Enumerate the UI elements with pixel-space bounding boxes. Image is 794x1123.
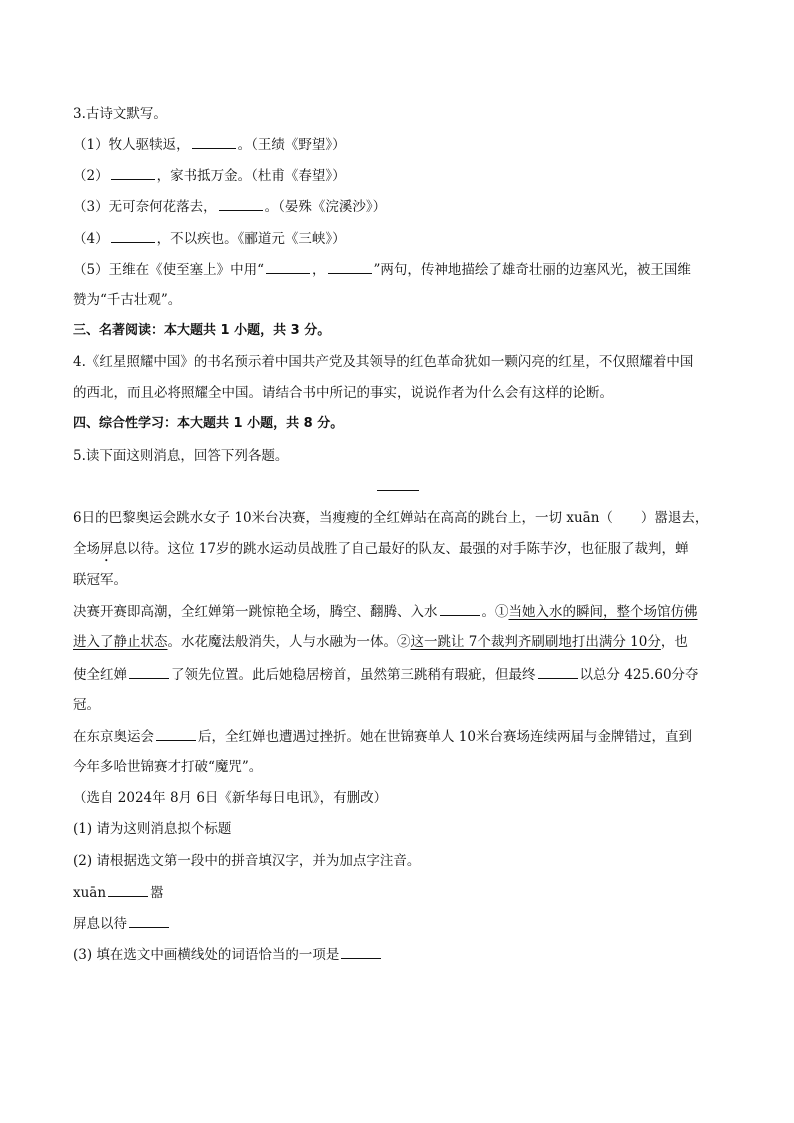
answer-blank[interactable] [328,259,372,274]
q3-item-2-text-b: ，家书抵万金。（杜甫《春望》） [156,168,346,184]
q5-p2-line-1 [73,601,698,622]
q3-item-5-text-b: ， [312,262,326,278]
q5-sub-1: (1) 请为这则消息拟个标题 [73,821,232,837]
answer-blank[interactable] [538,664,578,679]
q5-p2-l1-text-b: 。① [481,604,509,620]
q5-p3-l1-text-b: 后，全红婵也遭遇过挫折。她在世锦赛单人 10米台赛场连续两届与金牌错过，直到 [198,729,692,745]
q3-item-5-text-c: ”两句，传神地描绘了雄奇壮丽的边塞风光，被王国维 [373,262,691,278]
underlined-sentence-2: 这一跳让 7个裁判齐刷刷地打出满分 10分 [410,634,661,650]
q5-p1-l2-text-a: 全场 [73,541,100,557]
q5-p2-l3-text-a: 使全红婵 [73,667,127,683]
underlined-sentence-1: 当她入水的瞬间，整个场馆仿佛 [508,604,698,620]
q5-p3-line-1 [73,726,692,747]
answer-blank[interactable] [440,601,480,616]
q3-item-3-text-b: 。（晏殊《浣溪沙》） [264,199,387,215]
q5-p1-l1-text-a: 6日的巴黎奥运会跳水女子 10米台决赛，当瘦瘦的全红婵站在高高的跳台上，一切 xuān（ [73,510,613,526]
q3-item-1-text-a: （1）牧人驱犊返， [73,137,190,153]
q5-source: （选自 2024年 8月 6日《新华每日电讯》，有删改） [73,790,388,806]
q5-p3-line-2: 今年多哈世锦赛才打破“魔咒”。 [73,759,263,775]
answer-blank[interactable] [156,726,196,741]
q3-item-2 [73,165,346,186]
answer-blank[interactable] [108,882,148,897]
q5-p2-line-4: 冠。 [73,697,100,713]
q5-p1-line-1 [73,508,708,528]
q5-p1-l1-text-b: ）嚣退去， [640,510,709,526]
q3-title: 3.古诗文默写。 [73,106,167,122]
q3-item-5-cont: 赞为“千古壮观”。 [73,292,182,308]
q3-item-2-text-a: （2） [73,168,109,184]
q3-item-4 [73,228,346,249]
answer-blank[interactable] [266,259,310,274]
q5-p2-l3-text-c: 以总分 425.60分夺 [579,667,699,683]
answer-blank[interactable] [111,228,155,243]
q3-item-4-text-b: ，不以疾也。《郦道元《三峡》） [156,231,346,247]
q5-p2-l2-text-a: 。水花魔法般消失，人与水融为一体。② [167,634,411,650]
q5-sub-3 [73,944,383,965]
section-4-heading: 四、综合性学习：本大题共 1 小题，共 8 分。 [73,416,344,431]
q5-sub-2: (2) 请根据选文第一段中的拼音填汉字，并为加点字注音。 [73,853,421,869]
answer-blank[interactable] [129,913,169,928]
pinyin-char: 嚣 [150,885,164,901]
dotted-char: 屏 [100,541,114,557]
q4-line-1: 4.《红星照耀中国》的书名预示着中国共产党及其领导的红色革命犹如一颗闪亮的红星，不仅照耀着中国 [73,354,694,370]
q5-p1-line-3: 联冠军。 [73,572,127,588]
q3-item-5 [73,259,691,280]
q3-item-1 [73,134,346,155]
answer-blank[interactable] [219,196,263,211]
pingxi-text: 屏息以待 [73,916,127,932]
answer-blank[interactable] [129,664,169,679]
q4-line-2: 的西北，而且必将照耀全中国。请结合书中所记的事实，说说作者为什么会有这样的论断。 [73,385,613,401]
q5-p2-l2-text-b: ，也 [660,634,688,650]
q5-pingxi-row [73,913,171,934]
q3-item-3 [73,196,386,217]
news-title-blank[interactable] [377,490,419,491]
q5-p2-l1-text-a: 决赛开赛即高潮，全红婵第一跳惊艳全场，腾空、翻腾、入水 [73,604,438,620]
q3-item-3-text-a: （3）无可奈何花落去， [73,199,217,215]
pinyin-text: xuān [73,885,107,901]
q5-p2-line-2 [73,632,688,652]
q5-p3-l1-text-a: 在东京奥运会 [73,729,154,745]
answer-blank[interactable] [111,165,155,180]
q5-sub-3-text: (3) 填在选文中画横线处的词语恰当的一项是 [73,947,340,963]
answer-blank[interactable] [341,944,381,959]
underlined-sentence-1-cont: 进入了静止状态 [73,634,168,650]
q3-item-1-text-b: 。（王绩《野望》） [237,137,346,153]
q3-item-5-text-a: （5）王维在《使至塞上》中用“ [73,262,264,278]
answer-blank[interactable] [192,134,236,149]
q5-p2-l3-text-b: 了领先位置。此后她稳居榜首，虽然第三跳稍有瑕疵，但最终 [171,667,536,683]
section-3-heading: 三、名著阅读：本大题共 1 小题，共 3 分。 [73,323,331,338]
q5-p1-line-2 [73,539,688,565]
q3-item-4-text-a: （4） [73,231,109,247]
q5-p1-l2-text-b: 息以待。这位 17岁的跳水运动员战胜了自己最好的队友、最强的对手陈芋汐，也征服了裁判，蝉 [113,541,689,557]
q5-p2-line-3 [73,664,699,685]
q5-pinyin-row [73,882,164,903]
q5-title: 5.读下面这则消息，回答下列各题。 [73,448,289,464]
